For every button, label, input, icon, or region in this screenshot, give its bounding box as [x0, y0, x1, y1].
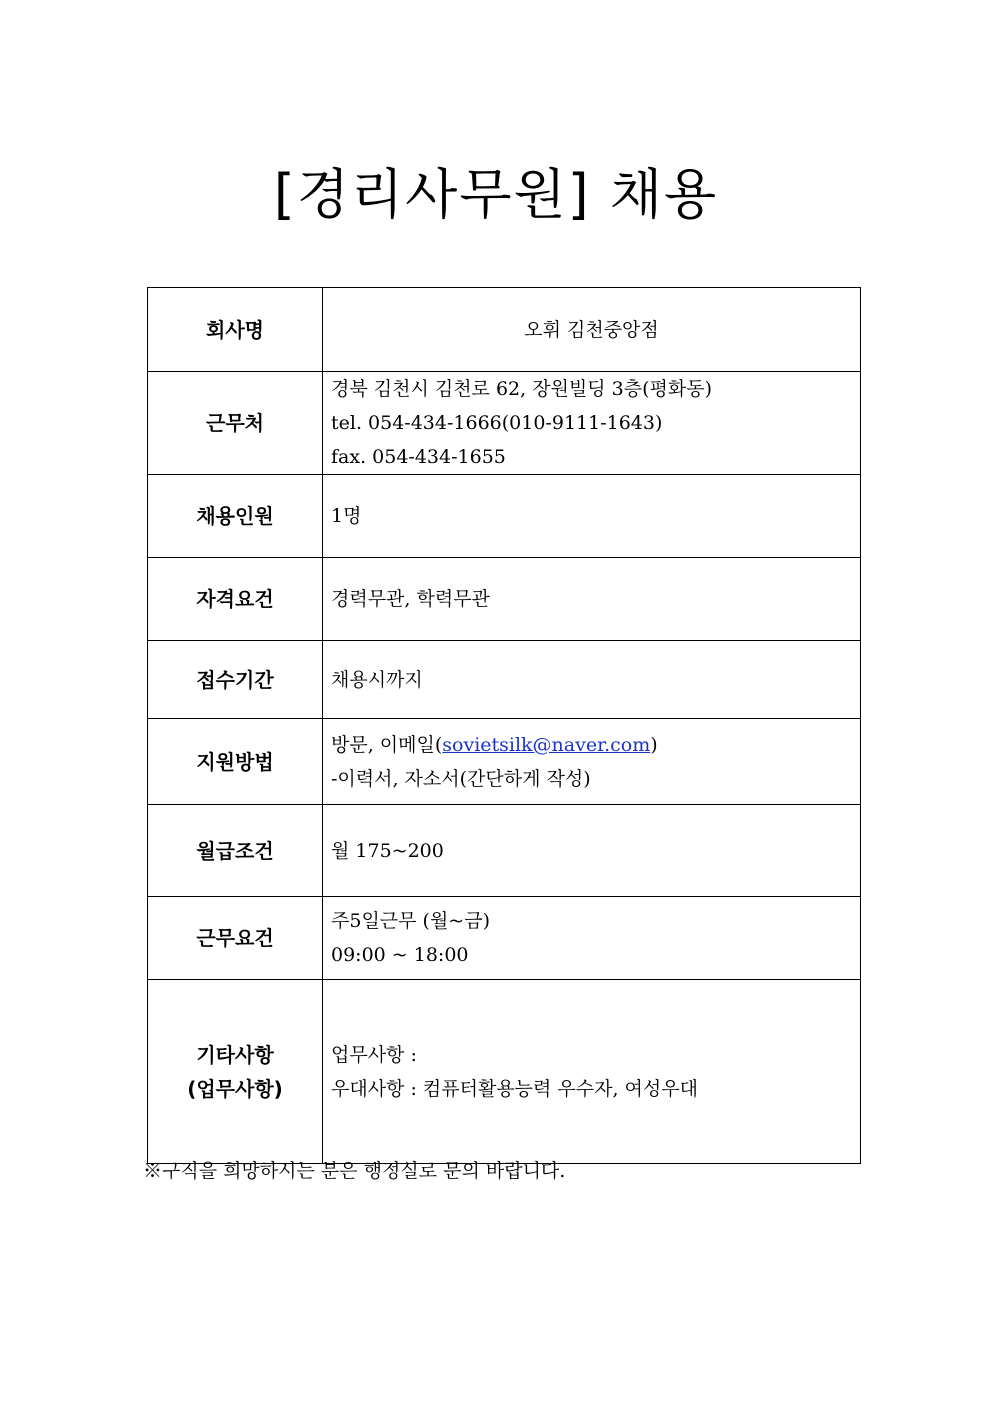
etc-label-line2: (업무사항) [187, 1076, 283, 1101]
table-row-headcount [148, 475, 861, 558]
headcount-value: 1명 [323, 475, 861, 558]
company-label: 회사명 [148, 288, 323, 372]
footer-note: ※구직을 희망하시는 분은 행정실로 문의 바랍니다. [143, 1160, 566, 1182]
apply-prefix: 방문, 이메일( [331, 733, 443, 756]
email-link[interactable]: sovietsilk@naver.com [442, 733, 651, 756]
etc-label-line1: 기타사항 [196, 1042, 274, 1067]
workplace-label: 근무처 [148, 372, 323, 475]
hours-label: 근무요건 [148, 897, 323, 980]
hours-time: 09:00 ~ 18:00 [331, 944, 469, 966]
period-value: 채용시까지 [323, 641, 861, 719]
apply-method [331, 728, 860, 762]
table-row-hours [148, 897, 861, 980]
workplace-address: 경북 김천시 김천로 62, 장원빌딩 3층(평화동) [331, 378, 712, 400]
table-row-workplace [148, 372, 861, 475]
hours-value [323, 897, 861, 980]
qualification-value: 경력무관, 학력무관 [323, 558, 861, 641]
salary-label: 월급조건 [148, 805, 323, 897]
workplace-value [323, 372, 861, 475]
page-title: [경리사무원] 채용 [273, 163, 719, 226]
table-row-apply [148, 719, 861, 805]
table-row-period [148, 641, 861, 719]
table-row-qualification [148, 558, 861, 641]
workplace-fax: fax. 054-434-1655 [331, 446, 506, 468]
hours-days: 주5일근무 (월~금) [331, 910, 490, 932]
etc-duties: 업무사항 : [331, 1043, 417, 1066]
company-value: 오휘 김천중앙점 [323, 288, 861, 372]
apply-value [323, 719, 861, 805]
table-row-etc [148, 980, 861, 1164]
apply-label: 지원방법 [148, 719, 323, 805]
salary-value: 월 175~200 [323, 805, 861, 897]
qualification-label: 자격요건 [148, 558, 323, 641]
table-row-company [148, 288, 861, 372]
headcount-label: 채용인원 [148, 475, 323, 558]
table-row-salary [148, 805, 861, 897]
apply-suffix: ) [650, 733, 658, 756]
etc-label [148, 980, 323, 1164]
apply-docs: -이력서, 자소서(간단하게 작성) [331, 767, 591, 790]
etc-preference: 우대사항 : 컴퓨터활용능력 우수자, 여성우대 [331, 1077, 698, 1100]
period-label: 접수기간 [148, 641, 323, 719]
workplace-tel: tel. 054-434-1666(010-9111-1643) [331, 412, 663, 434]
job-posting-table [147, 287, 861, 1164]
etc-value [323, 980, 861, 1164]
